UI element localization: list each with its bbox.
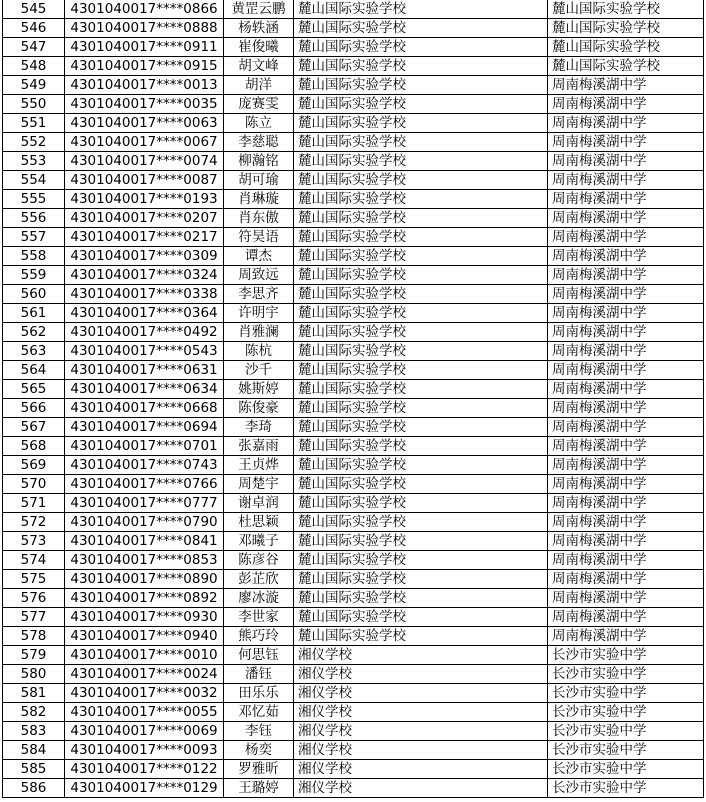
table-row [3, 228, 704, 247]
exam-id-cell: 4301040017****0364 [65, 304, 224, 323]
student-name-cell: 杨轶涵 [224, 19, 294, 38]
exam-id-cell: 4301040017****0063 [65, 114, 224, 133]
school-cell: 麓山国际实验学校 [294, 285, 548, 304]
school-cell: 麓山国际实验学校 [294, 304, 548, 323]
student-name-cell: 庞赛雯 [224, 95, 294, 114]
student-name-cell: 王贞烨 [224, 456, 294, 475]
assigned-school-cell: 周南梅溪湖中学 [548, 266, 704, 285]
assigned-school-cell: 周南梅溪湖中学 [548, 285, 704, 304]
assigned-school-cell: 长沙市实验中学 [548, 760, 704, 779]
student-name-cell: 肖东傲 [224, 209, 294, 228]
row-number-cell: 554 [3, 171, 65, 190]
assigned-school-cell: 周南梅溪湖中学 [548, 361, 704, 380]
student-name-cell: 谢卓润 [224, 494, 294, 513]
student-name-cell: 李琦 [224, 418, 294, 437]
table-row [3, 323, 704, 342]
student-name-cell: 李思齐 [224, 285, 294, 304]
school-cell: 湘仪学校 [294, 703, 548, 722]
exam-id-cell: 4301040017****0074 [65, 152, 224, 171]
table-row [3, 779, 704, 798]
student-name-cell: 邓曦子 [224, 532, 294, 551]
school-cell: 麓山国际实验学校 [294, 228, 548, 247]
row-number-cell: 561 [3, 304, 65, 323]
school-cell: 麓山国际实验学校 [294, 152, 548, 171]
row-number-cell: 579 [3, 646, 65, 665]
table-row [3, 57, 704, 76]
school-cell: 麓山国际实验学校 [294, 209, 548, 228]
assigned-school-cell: 周南梅溪湖中学 [548, 114, 704, 133]
student-name-cell: 陈俊豪 [224, 399, 294, 418]
student-name-cell: 何思钰 [224, 646, 294, 665]
school-cell: 麓山国际实验学校 [294, 190, 548, 209]
school-cell: 麓山国际实验学校 [294, 418, 548, 437]
student-name-cell: 杨奕 [224, 741, 294, 760]
assigned-school-cell: 周南梅溪湖中学 [548, 532, 704, 551]
table-row [3, 342, 704, 361]
exam-id-cell: 4301040017****0087 [65, 171, 224, 190]
school-cell: 麓山国际实验学校 [294, 551, 548, 570]
table-row [3, 0, 704, 19]
assigned-school-cell: 长沙市实验中学 [548, 646, 704, 665]
assigned-school-cell: 周南梅溪湖中学 [548, 589, 704, 608]
exam-id-cell: 4301040017****0207 [65, 209, 224, 228]
row-number-cell: 565 [3, 380, 65, 399]
school-cell: 湘仪学校 [294, 722, 548, 741]
exam-id-cell: 4301040017****0668 [65, 399, 224, 418]
row-number-cell: 564 [3, 361, 65, 380]
exam-id-cell: 4301040017****0766 [65, 475, 224, 494]
exam-id-cell: 4301040017****0841 [65, 532, 224, 551]
row-number-cell: 569 [3, 456, 65, 475]
exam-id-cell: 4301040017****0324 [65, 266, 224, 285]
row-number-cell: 555 [3, 190, 65, 209]
table-row [3, 570, 704, 589]
row-number-cell: 568 [3, 437, 65, 456]
student-table-body [3, 0, 704, 798]
table-row [3, 646, 704, 665]
row-number-cell: 545 [3, 0, 65, 19]
table-row [3, 114, 704, 133]
row-number-cell: 570 [3, 475, 65, 494]
student-table [2, 0, 704, 798]
student-name-cell: 肖琳璇 [224, 190, 294, 209]
assigned-school-cell: 麓山国际实验学校 [548, 57, 704, 76]
student-name-cell: 张嘉雨 [224, 437, 294, 456]
student-name-cell: 胡文峰 [224, 57, 294, 76]
school-cell: 麓山国际实验学校 [294, 627, 548, 646]
table-row [3, 133, 704, 152]
school-cell: 麓山国际实验学校 [294, 589, 548, 608]
student-name-cell: 熊巧玲 [224, 627, 294, 646]
school-cell: 麓山国际实验学校 [294, 456, 548, 475]
table-row [3, 494, 704, 513]
table-row [3, 152, 704, 171]
student-name-cell: 陈彦谷 [224, 551, 294, 570]
exam-id-cell: 4301040017****0631 [65, 361, 224, 380]
row-number-cell: 549 [3, 76, 65, 95]
table-row [3, 38, 704, 57]
student-name-cell: 杜思颖 [224, 513, 294, 532]
assigned-school-cell: 周南梅溪湖中学 [548, 418, 704, 437]
assigned-school-cell: 周南梅溪湖中学 [548, 304, 704, 323]
school-cell: 湘仪学校 [294, 760, 548, 779]
school-cell: 麓山国际实验学校 [294, 608, 548, 627]
student-name-cell: 胡可瑜 [224, 171, 294, 190]
table-row [3, 95, 704, 114]
assigned-school-cell: 周南梅溪湖中学 [548, 475, 704, 494]
row-number-cell: 572 [3, 513, 65, 532]
exam-id-cell: 4301040017****0217 [65, 228, 224, 247]
assigned-school-cell: 周南梅溪湖中学 [548, 399, 704, 418]
school-cell: 麓山国际实验学校 [294, 437, 548, 456]
school-cell: 麓山国际实验学校 [294, 342, 548, 361]
row-number-cell: 584 [3, 741, 65, 760]
school-cell: 麓山国际实验学校 [294, 171, 548, 190]
row-number-cell: 571 [3, 494, 65, 513]
row-number-cell: 560 [3, 285, 65, 304]
student-name-cell: 李慈聪 [224, 133, 294, 152]
exam-id-cell: 4301040017****0067 [65, 133, 224, 152]
school-cell: 湘仪学校 [294, 779, 548, 798]
assigned-school-cell: 周南梅溪湖中学 [548, 551, 704, 570]
exam-id-cell: 4301040017****0093 [65, 741, 224, 760]
row-number-cell: 582 [3, 703, 65, 722]
exam-id-cell: 4301040017****0634 [65, 380, 224, 399]
table-row [3, 418, 704, 437]
assigned-school-cell: 周南梅溪湖中学 [548, 494, 704, 513]
row-number-cell: 547 [3, 38, 65, 57]
row-number-cell: 585 [3, 760, 65, 779]
assigned-school-cell: 麓山国际实验学校 [548, 0, 704, 19]
row-number-cell: 551 [3, 114, 65, 133]
school-cell: 湘仪学校 [294, 665, 548, 684]
assigned-school-cell: 周南梅溪湖中学 [548, 152, 704, 171]
school-cell: 麓山国际实验学校 [294, 399, 548, 418]
table-row [3, 627, 704, 646]
row-number-cell: 556 [3, 209, 65, 228]
school-cell: 麓山国际实验学校 [294, 57, 548, 76]
row-number-cell: 580 [3, 665, 65, 684]
table-row [3, 456, 704, 475]
row-number-cell: 586 [3, 779, 65, 798]
exam-id-cell: 4301040017****0024 [65, 665, 224, 684]
school-cell: 麓山国际实验学校 [294, 76, 548, 95]
row-number-cell: 576 [3, 589, 65, 608]
table-row [3, 209, 704, 228]
school-cell: 麓山国际实验学校 [294, 532, 548, 551]
row-number-cell: 578 [3, 627, 65, 646]
assigned-school-cell: 长沙市实验中学 [548, 722, 704, 741]
table-row [3, 19, 704, 38]
exam-id-cell: 4301040017****0930 [65, 608, 224, 627]
school-cell: 麓山国际实验学校 [294, 475, 548, 494]
school-cell: 麓山国际实验学校 [294, 494, 548, 513]
exam-id-cell: 4301040017****0035 [65, 95, 224, 114]
assigned-school-cell: 周南梅溪湖中学 [548, 209, 704, 228]
school-cell: 麓山国际实验学校 [294, 114, 548, 133]
table-row [3, 532, 704, 551]
table-row [3, 608, 704, 627]
assigned-school-cell: 周南梅溪湖中学 [548, 342, 704, 361]
row-number-cell: 577 [3, 608, 65, 627]
assigned-school-cell: 周南梅溪湖中学 [548, 133, 704, 152]
exam-id-cell: 4301040017****0338 [65, 285, 224, 304]
student-name-cell: 潘钰 [224, 665, 294, 684]
row-number-cell: 563 [3, 342, 65, 361]
assigned-school-cell: 周南梅溪湖中学 [548, 608, 704, 627]
student-name-cell: 李钰 [224, 722, 294, 741]
table-row [3, 361, 704, 380]
exam-id-cell: 4301040017****0701 [65, 437, 224, 456]
assigned-school-cell: 周南梅溪湖中学 [548, 437, 704, 456]
exam-id-cell: 4301040017****0940 [65, 627, 224, 646]
assigned-school-cell: 周南梅溪湖中学 [548, 171, 704, 190]
student-name-cell: 肖雅澜 [224, 323, 294, 342]
student-name-cell: 陈立 [224, 114, 294, 133]
table-row [3, 551, 704, 570]
school-cell: 麓山国际实验学校 [294, 19, 548, 38]
exam-id-cell: 4301040017****0853 [65, 551, 224, 570]
assigned-school-cell: 麓山国际实验学校 [548, 19, 704, 38]
table-row [3, 266, 704, 285]
exam-id-cell: 4301040017****0694 [65, 418, 224, 437]
student-name-cell: 黄罡云鹏 [224, 0, 294, 19]
exam-id-cell: 4301040017****0743 [65, 456, 224, 475]
school-cell: 麓山国际实验学校 [294, 380, 548, 399]
exam-id-cell: 4301040017****0032 [65, 684, 224, 703]
exam-id-cell: 4301040017****0129 [65, 779, 224, 798]
table-row [3, 190, 704, 209]
student-name-cell: 谭杰 [224, 247, 294, 266]
assigned-school-cell: 周南梅溪湖中学 [548, 380, 704, 399]
row-number-cell: 553 [3, 152, 65, 171]
assigned-school-cell: 长沙市实验中学 [548, 779, 704, 798]
table-row [3, 760, 704, 779]
student-name-cell: 陈杭 [224, 342, 294, 361]
assigned-school-cell: 长沙市实验中学 [548, 703, 704, 722]
assigned-school-cell: 周南梅溪湖中学 [548, 570, 704, 589]
assigned-school-cell: 周南梅溪湖中学 [548, 513, 704, 532]
student-name-cell: 邓忆茹 [224, 703, 294, 722]
student-name-cell: 李世家 [224, 608, 294, 627]
student-name-cell: 王璐婷 [224, 779, 294, 798]
student-name-cell: 符昊语 [224, 228, 294, 247]
table-row [3, 513, 704, 532]
exam-id-cell: 4301040017****0543 [65, 342, 224, 361]
row-number-cell: 546 [3, 19, 65, 38]
assigned-school-cell: 周南梅溪湖中学 [548, 456, 704, 475]
student-name-cell: 许明宇 [224, 304, 294, 323]
school-cell: 麓山国际实验学校 [294, 0, 548, 19]
row-number-cell: 559 [3, 266, 65, 285]
exam-id-cell: 4301040017****0492 [65, 323, 224, 342]
assigned-school-cell: 周南梅溪湖中学 [548, 228, 704, 247]
school-cell: 麓山国际实验学校 [294, 266, 548, 285]
assigned-school-cell: 周南梅溪湖中学 [548, 76, 704, 95]
student-name-cell: 沙千 [224, 361, 294, 380]
school-cell: 麓山国际实验学校 [294, 323, 548, 342]
exam-id-cell: 4301040017****0888 [65, 19, 224, 38]
table-row [3, 665, 704, 684]
exam-id-cell: 4301040017****0911 [65, 38, 224, 57]
assigned-school-cell: 周南梅溪湖中学 [548, 95, 704, 114]
student-name-cell: 田乐乐 [224, 684, 294, 703]
assigned-school-cell: 周南梅溪湖中学 [548, 323, 704, 342]
student-name-cell: 姚斯婷 [224, 380, 294, 399]
school-cell: 麓山国际实验学校 [294, 247, 548, 266]
table-row [3, 399, 704, 418]
exam-id-cell: 4301040017****0892 [65, 589, 224, 608]
student-name-cell: 彭芷欣 [224, 570, 294, 589]
school-cell: 湘仪学校 [294, 684, 548, 703]
student-name-cell: 周致远 [224, 266, 294, 285]
row-number-cell: 548 [3, 57, 65, 76]
row-number-cell: 575 [3, 570, 65, 589]
table-row [3, 247, 704, 266]
assigned-school-cell: 长沙市实验中学 [548, 684, 704, 703]
exam-id-cell: 4301040017****0193 [65, 190, 224, 209]
assigned-school-cell: 周南梅溪湖中学 [548, 627, 704, 646]
student-name-cell: 胡洋 [224, 76, 294, 95]
assigned-school-cell: 长沙市实验中学 [548, 665, 704, 684]
student-name-cell: 廖冰漩 [224, 589, 294, 608]
school-cell: 麓山国际实验学校 [294, 513, 548, 532]
exam-id-cell: 4301040017****0777 [65, 494, 224, 513]
table-row [3, 304, 704, 323]
school-cell: 麓山国际实验学校 [294, 133, 548, 152]
exam-id-cell: 4301040017****0069 [65, 722, 224, 741]
table-row [3, 76, 704, 95]
row-number-cell: 581 [3, 684, 65, 703]
table-row [3, 171, 704, 190]
exam-id-cell: 4301040017****0122 [65, 760, 224, 779]
row-number-cell: 562 [3, 323, 65, 342]
exam-id-cell: 4301040017****0010 [65, 646, 224, 665]
table-row [3, 475, 704, 494]
assigned-school-cell: 麓山国际实验学校 [548, 38, 704, 57]
student-name-cell: 周楚宇 [224, 475, 294, 494]
assigned-school-cell: 周南梅溪湖中学 [548, 247, 704, 266]
row-number-cell: 557 [3, 228, 65, 247]
school-cell: 湘仪学校 [294, 646, 548, 665]
table-row [3, 741, 704, 760]
school-cell: 湘仪学校 [294, 741, 548, 760]
exam-id-cell: 4301040017****0790 [65, 513, 224, 532]
exam-id-cell: 4301040017****0013 [65, 76, 224, 95]
table-row [3, 684, 704, 703]
student-name-cell: 罗雅昕 [224, 760, 294, 779]
row-number-cell: 558 [3, 247, 65, 266]
table-row [3, 437, 704, 456]
student-name-cell: 柳瀚铭 [224, 152, 294, 171]
table-row [3, 380, 704, 399]
table-row [3, 589, 704, 608]
school-cell: 麓山国际实验学校 [294, 38, 548, 57]
row-number-cell: 583 [3, 722, 65, 741]
row-number-cell: 574 [3, 551, 65, 570]
table-row [3, 722, 704, 741]
row-number-cell: 573 [3, 532, 65, 551]
assigned-school-cell: 周南梅溪湖中学 [548, 190, 704, 209]
row-number-cell: 552 [3, 133, 65, 152]
row-number-cell: 550 [3, 95, 65, 114]
student-name-cell: 崔俊曦 [224, 38, 294, 57]
exam-id-cell: 4301040017****0915 [65, 57, 224, 76]
table-row [3, 285, 704, 304]
row-number-cell: 566 [3, 399, 65, 418]
school-cell: 麓山国际实验学校 [294, 570, 548, 589]
table-row [3, 703, 704, 722]
exam-id-cell: 4301040017****0890 [65, 570, 224, 589]
exam-id-cell: 4301040017****0055 [65, 703, 224, 722]
exam-id-cell: 4301040017****0866 [65, 0, 224, 19]
school-cell: 麓山国际实验学校 [294, 361, 548, 380]
exam-id-cell: 4301040017****0309 [65, 247, 224, 266]
row-number-cell: 567 [3, 418, 65, 437]
assigned-school-cell: 长沙市实验中学 [548, 741, 704, 760]
school-cell: 麓山国际实验学校 [294, 95, 548, 114]
